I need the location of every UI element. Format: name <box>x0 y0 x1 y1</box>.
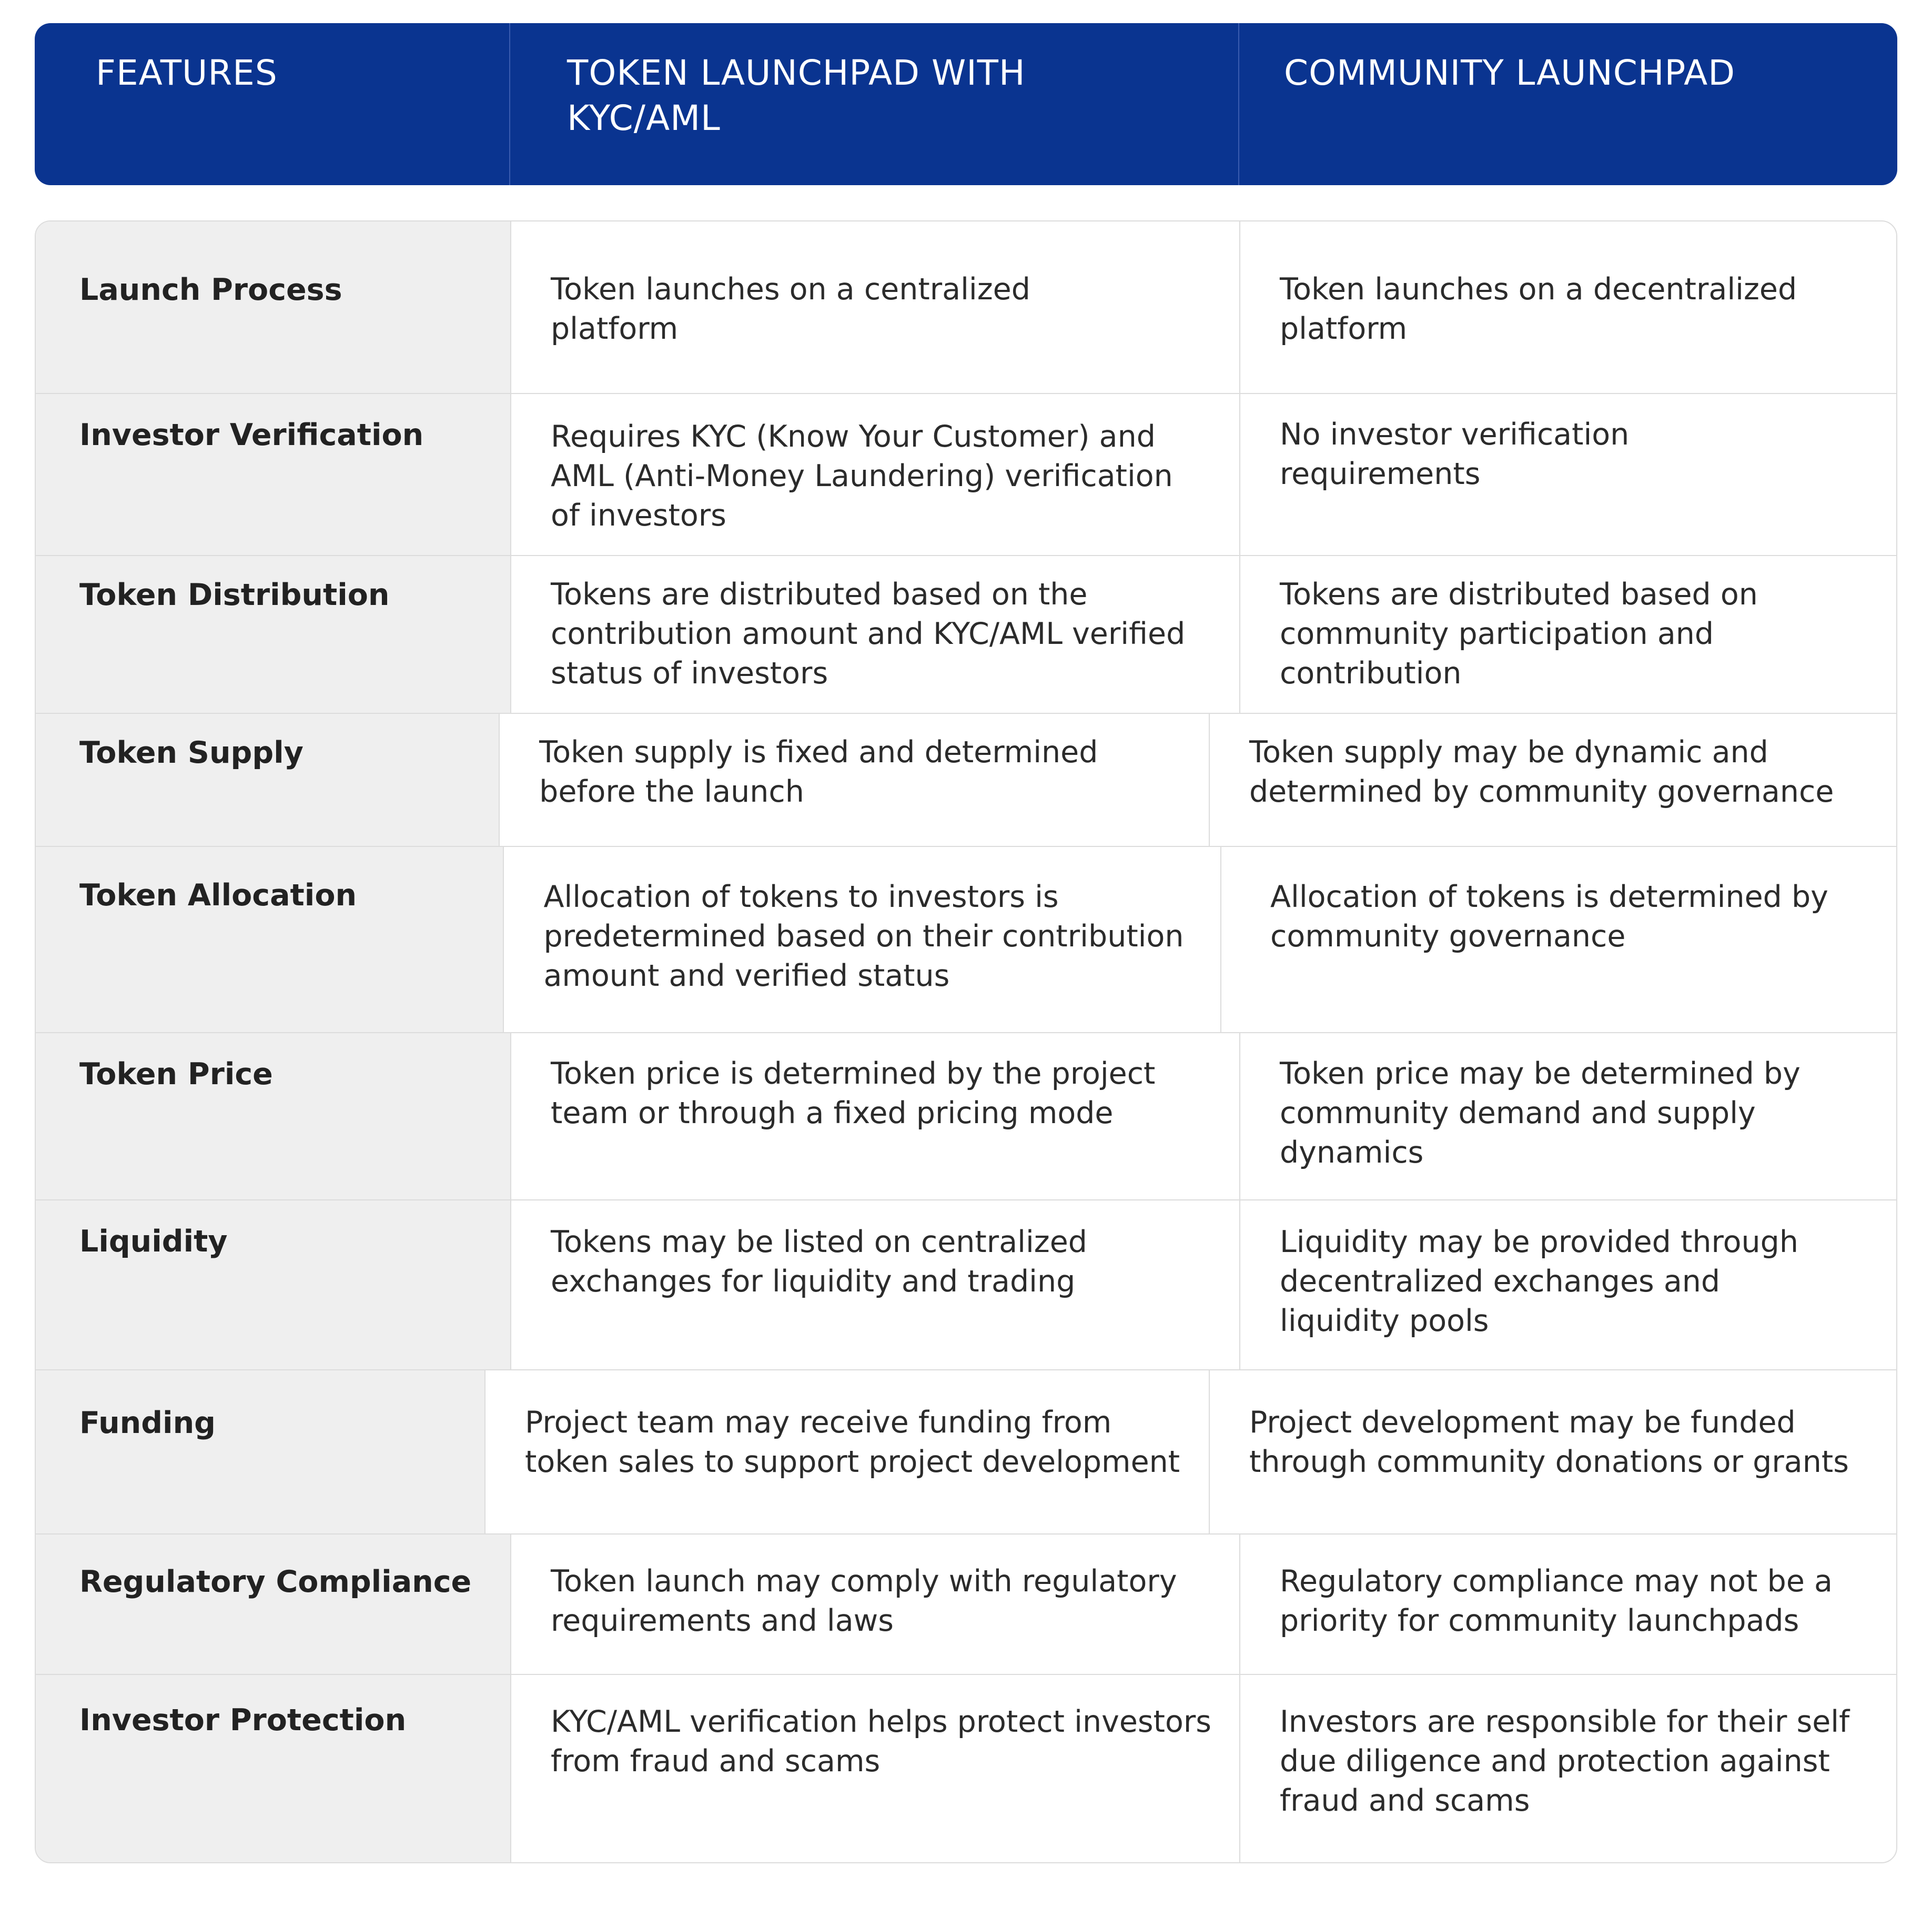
feature-label: Token Supply <box>36 714 499 846</box>
feature-label: Funding <box>36 1370 484 1533</box>
kyc-cell: KYC/AML verification helps protect investors from fraud and scams <box>510 1675 1239 1863</box>
feature-label: Launch Process <box>36 221 510 393</box>
feature-label: Token Allocation <box>36 847 503 1032</box>
community-cell: Allocation of tokens is determined by community governance <box>1220 847 1896 1032</box>
feature-label: Token Price <box>36 1033 510 1199</box>
community-cell: Token launches on a decentralized platform <box>1239 221 1896 393</box>
kyc-cell: Token launch may comply with regulatory requirements and laws <box>510 1535 1239 1674</box>
header-community-launchpad: COMMUNITY LAUNCHPAD <box>1238 23 1897 185</box>
table-header <box>35 23 1897 185</box>
feature-label: Regulatory Compliance <box>36 1535 510 1674</box>
table-row <box>36 393 1896 555</box>
kyc-cell: Token price is determined by the project team or through a fixed pricing mode <box>510 1033 1239 1199</box>
feature-label: Liquidity <box>36 1200 510 1369</box>
table-row <box>36 1199 1896 1369</box>
kyc-cell: Token launches on a centralized platform <box>510 221 1239 393</box>
table-row <box>36 1674 1896 1863</box>
header-kyc-launchpad: TOKEN LAUNCHPAD WITH KYC/AML <box>509 23 1238 185</box>
feature-label: Investor Verification <box>36 394 510 555</box>
community-cell: No investor verification requirements <box>1239 394 1896 555</box>
table-row <box>36 555 1896 713</box>
community-cell: Liquidity may be provided through decentralized exchanges and liquidity pools <box>1239 1200 1896 1369</box>
kyc-cell: Project team may receive funding from token sales to support project development <box>484 1370 1209 1533</box>
kyc-cell: Tokens are distributed based on the contribution amount and KYC/AML verified status of investors <box>510 556 1239 713</box>
community-cell: Project development may be funded through community donations or grants <box>1209 1370 1896 1533</box>
kyc-cell: Tokens may be listed on centralized exchanges for liquidity and trading <box>510 1200 1239 1369</box>
table-row <box>36 221 1896 393</box>
kyc-cell: Requires KYC (Know Your Customer) and AML (Anti-Money Laundering) verification of investors <box>510 394 1239 555</box>
community-cell: Token price may be determined by community demand and supply dynamics <box>1239 1033 1896 1199</box>
table-row <box>36 1032 1896 1199</box>
feature-label: Investor Protection <box>36 1675 510 1863</box>
community-cell: Tokens are distributed based on community participation and contribution <box>1239 556 1896 713</box>
community-cell: Investors are responsible for their self due diligence and protection against fraud and scams <box>1239 1675 1896 1863</box>
table-row <box>36 1369 1896 1533</box>
feature-label: Token Distribution <box>36 556 510 713</box>
kyc-cell: Allocation of tokens to investors is predetermined based on their contribution amount and verified status <box>503 847 1220 1032</box>
kyc-cell: Token supply is fixed and determined before the launch <box>499 714 1209 846</box>
community-cell: Token supply may be dynamic and determined by community governance <box>1209 714 1896 846</box>
table-row <box>36 713 1896 846</box>
table-row <box>36 1533 1896 1674</box>
table-row <box>36 846 1896 1032</box>
community-cell: Regulatory compliance may not be a priority for community launchpads <box>1239 1535 1896 1674</box>
header-features: FEATURES <box>96 53 278 93</box>
comparison-table <box>35 220 1897 1863</box>
